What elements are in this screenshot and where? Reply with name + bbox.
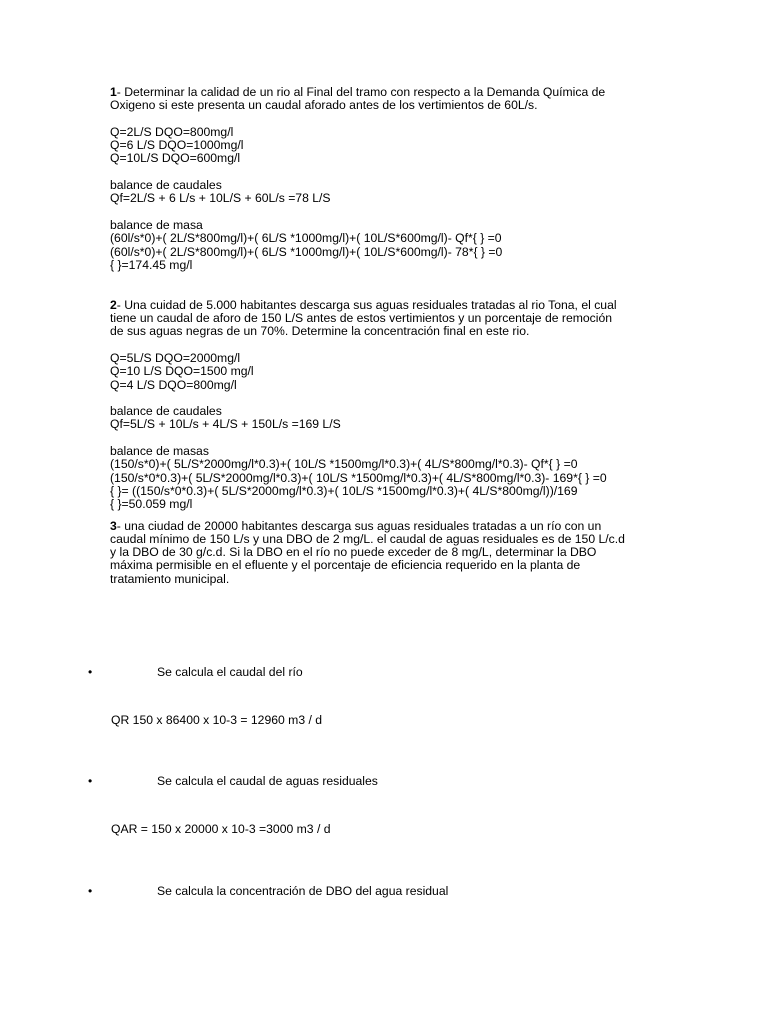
problem-2-masa-line: { }= ((150/s*0*0.3)+( 5L/S*2000mg/l*0.3)+( 10L/S *1500mg/l*0.3)+( 4L/S*800mg/l))/169: [110, 483, 578, 498]
problem-1-masa-heading: balance de masa: [110, 217, 203, 232]
problem-3: [110, 520, 670, 586]
problem-1-caudales-equation: Qf=2L/S + 6 L/s + 10L/S + 60L/s =78 L/S: [110, 191, 331, 206]
problem-3-statement-line: - una ciudad de 20000 habitantes descarga sus aguas residuales tratadas a un río con un: [116, 518, 602, 533]
problem-2-caudales-heading: balance de caudales: [110, 404, 222, 419]
problem-2-result: { }=50.059 mg/l: [110, 497, 193, 512]
problem-1-masa-line: (60l/s*0)+( 2L/S*800mg/l)+( 6L/S *1000mg/l)+( 10L/S*600mg/l)- Qf*{ } =0: [110, 231, 502, 246]
problem-3-statement-line: tratamiento municipal.: [110, 571, 230, 586]
problem-3-statement-line: máxima permisible en el efluente y el porcentaje de eficiencia requerido en la planta de: [110, 558, 581, 573]
problem-2-masa-heading: balance de masas: [110, 444, 209, 459]
problem-1: [110, 86, 670, 272]
problem-1-data-line: Q=2L/S DQO=800mg/l: [110, 124, 234, 139]
step-3: [0, 885, 768, 899]
problem-3-number: 3: [110, 518, 117, 533]
problem-1-caudales-heading: balance de caudales: [110, 178, 222, 193]
problem-2-caudales-equation: Qf=5L/S + 10L/s + 4L/S + 150L/s =169 L/S: [110, 417, 341, 432]
step-2: [0, 775, 768, 789]
step-1-text: Se calcula el caudal del río: [157, 665, 303, 679]
problem-1-masa-line: (60l/s*0)+( 2L/S*800mg/l)+( 6L/S *1000mg/l)+( 10L/S*600mg/l)- 78*{ } =0: [110, 244, 503, 259]
problem-1-data-line: Q=6 L/S DQO=1000mg/l: [110, 138, 244, 153]
problem-2-number: 2: [110, 297, 117, 312]
problem-2: [110, 299, 670, 512]
bullet-icon: •: [88, 884, 93, 898]
step-3-text: Se calcula la concentración de DBO del agua residual: [157, 884, 449, 898]
step-2-text: Se calcula el caudal de aguas residuales: [157, 774, 378, 788]
problem-2-masa-line: (150/s*0)+( 5L/S*2000mg/l*0.3)+( 10L/S *1500mg/l*0.3)+( 4L/S*800mg/l*0.3)- Qf*{ } =0: [110, 457, 578, 472]
problem-1-number: 1: [110, 85, 117, 99]
step-1: [0, 666, 768, 680]
step-1-calculation: QR 150 x 86400 x 10-3 = 12960 m3 / d: [111, 713, 323, 727]
problem-2-data-line: Q=4 L/S DQO=800mg/l: [110, 377, 237, 392]
problem-2-statement-line: de sus aguas negras de un 70%. Determine la concentración final en este rio.: [110, 324, 530, 339]
bullet-icon: •: [88, 774, 93, 788]
problem-2-data-line: Q=5L/S DQO=2000mg/l: [110, 350, 241, 365]
problem-2-statement-line: tiene un caudal de aforo de 150 L/S antes de estos vertimientos y un porcentaje de remoción: [110, 311, 613, 326]
problem-3-statement-line: caudal mínimo de 150 L/s y una DBO de 2 mg/L. el caudal de aguas residuales es de 150 L/c.d: [110, 531, 625, 546]
problem-1-statement-line: - Determinar la calidad de un rio al Final del tramo con respecto a la Demanda Química de: [116, 85, 606, 99]
problem-1-data-line: Q=10L/S DQO=600mg/l: [110, 151, 241, 166]
problem-2-masa-line: (150/s*0*0.3)+( 5L/S*2000mg/l*0.3)+( 10L/S *1500mg/l*0.3)+( 4L/S*800mg/l*0.3)- 169*{ } =0: [110, 470, 607, 485]
bullet-icon: •: [88, 665, 93, 679]
problem-2-statement-line: - Una cuidad de 5.000 habitantes descarga sus aguas residuales tratadas al rio Tona, el cual: [116, 297, 617, 312]
problem-3-statement-line: y la DBO de 30 g/c.d. Si la DBO en el río no puede exceder de 8 mg/L, determinar la DBO: [110, 545, 597, 560]
problem-2-data-line: Q=10 L/S DQO=1500 mg/l: [110, 364, 254, 379]
problem-1-statement-line: Oxigeno si este presenta un caudal aforado antes de los vertimientos de 60L/s.: [110, 98, 538, 113]
document-body: [110, 86, 670, 586]
problem-1-result: { }=174.45 mg/l: [110, 257, 193, 272]
step-2-calculation: QAR = 150 x 20000 x 10-3 =3000 m3 / d: [111, 822, 331, 836]
